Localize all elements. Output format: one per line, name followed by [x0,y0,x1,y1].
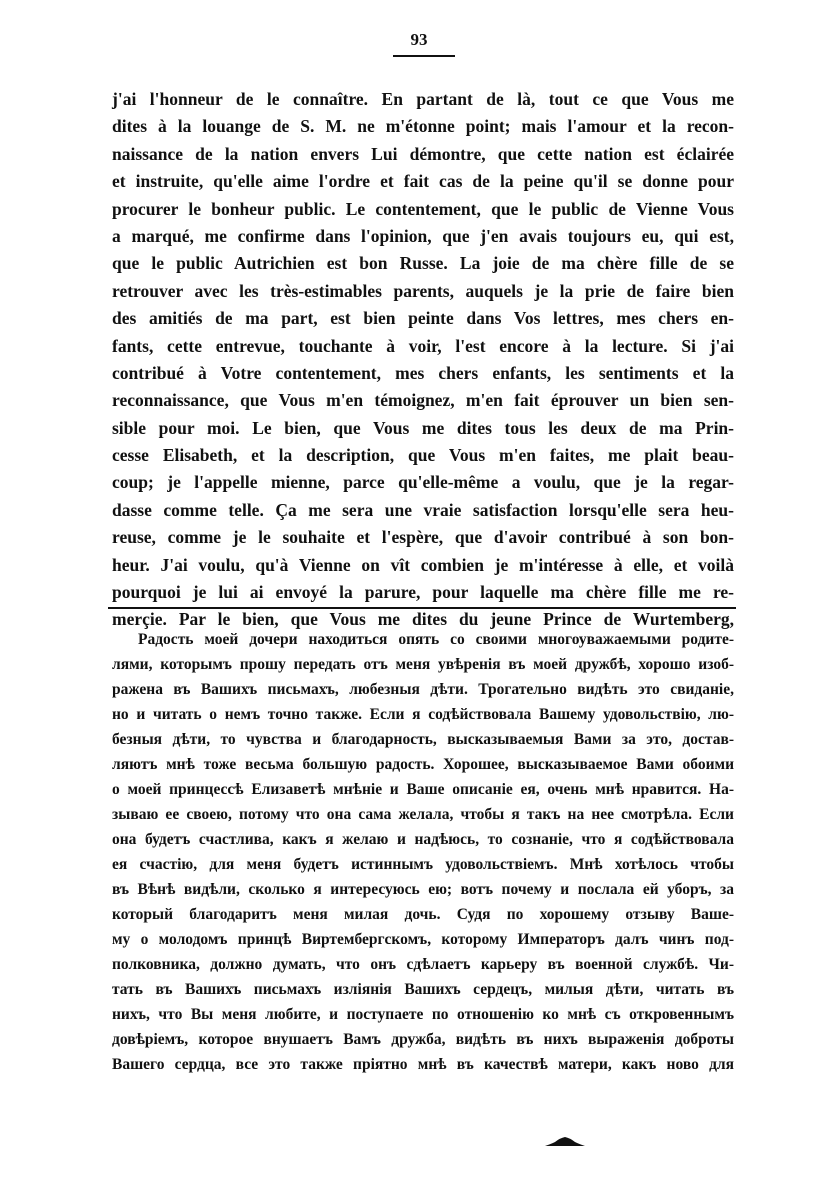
text-line: Радость моей дочери находиться опять со своими многоуважаемыми родите- [138,631,734,648]
text-line: она будетъ счастлива, какъ я желаю и надѣюсь, то сознаніе, что я содѣйствовала [112,831,734,848]
text-line: ея счастію, для меня будетъ истиннымъ удовольствіемъ. Мнѣ хотѣлось чтобы [112,856,734,873]
text-line: тать въ Вашихъ письмахъ изліянія Вашихъ сердецъ, милыя дѣти, читать въ [112,981,734,998]
russian-translation-block [112,627,734,1077]
page-number-underline [393,55,455,57]
text-line: merçie. Par le bien, que Vous me dites du jeune Prince de Wurtemberg, [112,609,734,630]
page-number: 93 [410,30,428,49]
text-line: му о молодомъ принцѣ Виртембергскомъ, которому Императоръ далъ чинъ под- [112,931,734,948]
text-line: въ Вѣнѣ видѣли, сколько я интересуюсь ею; вотъ почему и послала ей уборъ, за [112,881,734,898]
text-line: fants, cette entrevue, touchante à voir, l'est encore à la lecture. Si j'ai [112,335,734,356]
text-line: procurer le bonheur public. Le contentement, que le public de Vienne Vous [112,198,734,219]
text-line: sible pour moi. Le bien, que Vous me dites tous les deux de ma Prin- [112,417,734,438]
text-line: et instruite, qu'elle aime l'ordre et fait cas de la peine qu'il se donne pour [112,171,734,192]
text-line: который благодаритъ меня милая дочь. Судя по хорошему отзыву Ваше- [112,906,734,923]
text-line: heur. J'ai voulu, qu'à Vienne on vît combien je m'intéresse à elle, et voilà [112,554,734,575]
section-divider [108,607,736,609]
text-line: a marqué, me confirme dans l'opinion, que j'en avais toujours eu, qui est, [112,225,734,246]
text-line: ражена въ Вашихъ письмахъ, любезныя дѣти. Трогательно видѣть это свиданіе, [112,681,734,698]
text-line: но и читать о немъ точно также. Если я содѣйствовала Вашему удовольствію, лю- [112,706,734,723]
text-line: cesse Elisabeth, et la description, que Vous m'en faites, me plait beau- [112,445,734,466]
text-line: довѣріемъ, которое внушаетъ Вамъ дружба, видѣть въ нихъ выраженія доброты [112,1031,734,1048]
text-line: ляютъ мнѣ тоже весьма большую радость. Хорошее, высказываемое Вами обоими [112,756,734,773]
text-line: j'ai l'honneur de le connaître. En partant de là, tout ce que Vous me [112,89,734,109]
text-line: contribué à Votre contentement, mes chers enfants, les sentiments et la [112,362,734,383]
text-line: о моей принцессѣ Елизаветѣ мнѣніе и Ваше описаніе ея, очень мнѣ нравится. На- [112,781,734,798]
text-line: лями, которымъ прошу передать отъ меня увѣренія въ моей дружбѣ, хорошо изоб- [112,656,734,673]
text-line: нихъ, что Вы меня любите, и поступаете по отношенію ко мнѣ съ откровеннымъ [112,1006,734,1023]
text-line: pourquoi je lui ai envoyé la parure, pour laquelle ma chère fille me re- [112,582,734,603]
french-text-block [112,86,734,634]
text-line: reuse, comme je le souhaite et l'espère, que d'avoir contribué à son bon- [112,527,734,548]
text-line: des amitiés de ma part, est bien peinte dans Vos lettres, mes chers en- [112,308,734,329]
text-line: безныя дѣти, то чувства и благодарность, высказываемыя Вами за это, достав- [112,731,734,748]
ornament-icon [545,1137,585,1146]
text-line: Вашего сердца, все это также пріятно мнѣ въ качествѣ матери, какъ ново для [112,1056,734,1073]
text-line: dites à la louange de S. M. ne m'étonne point; mais l'amour et la recon- [112,116,734,137]
text-line: зываю ее своею, потому что она сама желала, чтобы я такъ на нее смотрѣла. Если [112,806,734,823]
text-line: retrouver avec les très-estimables parents, auquels je la prie de faire bien [112,280,734,301]
text-line: dasse comme telle. Ça me sera une vraie satisfaction lorsqu'elle sera heu- [112,499,734,520]
text-line: reconnaissance, que Vous m'en témoignez, m'en fait éprouver un bien sen- [112,390,734,411]
text-line: coup; je l'appelle mienne, parce qu'elle-même a voulu, que je la regar- [112,472,734,493]
text-line: полковника, должно думать, что онъ сдѣлаетъ карьеру въ военной службѣ. Чи- [112,956,734,973]
text-line: naissance de la nation envers Lui démontre, que cette nation est éclairée [112,143,734,164]
text-line: que le public Autrichien est bon Russe. La joie de ma chère fille de se [112,253,734,274]
